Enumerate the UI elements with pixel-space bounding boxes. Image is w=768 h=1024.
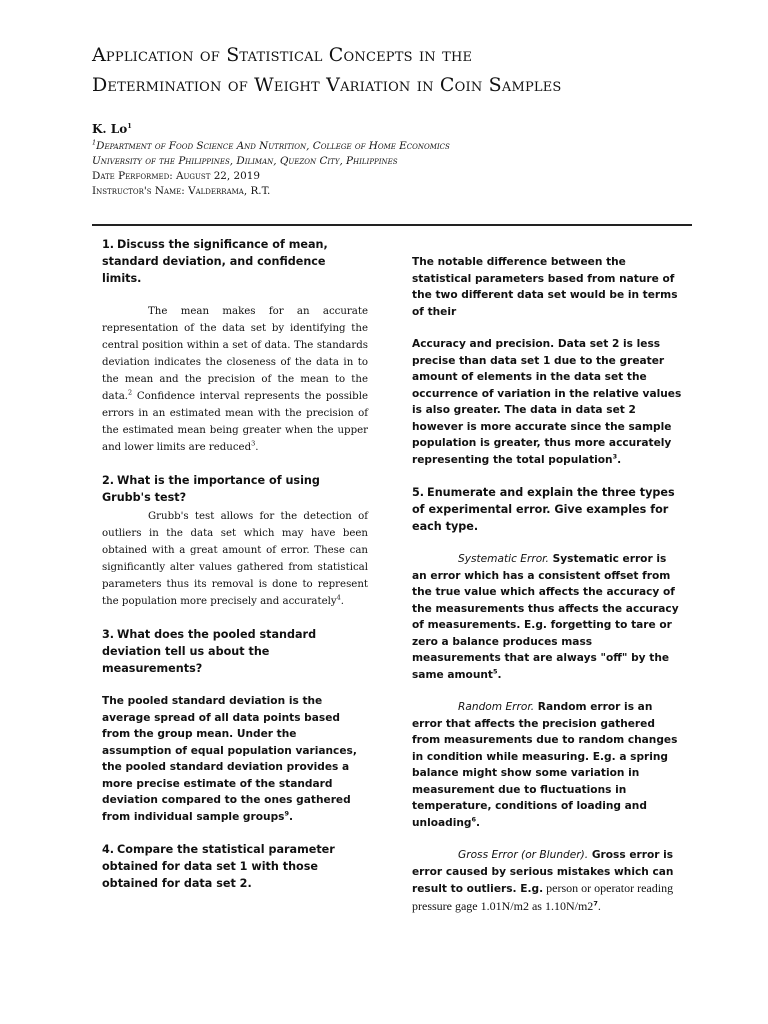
question-2: 2. What is the importance of using Grubb's test? [102,474,320,504]
answer-2: Grubb's test allows for the detection of outliers in the data set which may have been obtained with a great amount of error. These can significantly alter values gathered from statistical parameters thus its removal is done to represent the population more precisely and accurately$^4$. [102,511,368,607]
question-1: 1. Discuss the significance of mean, standard deviation, and confidence limits. [102,238,328,285]
systematic-error-label: Systematic Error. [458,553,549,565]
author-meta [92,139,450,199]
gross-error: Gross Error (or Blunder). Gross error is error caused by serious mistakes which can result to outliers. E.g. person or operator reading pressure gage 1.01N/m2 as $1.10N/m2^7$. [412,849,674,913]
answer-4-intro: The notable difference between the statistical parameters based from nature of the two different data set would be in terms of their [412,256,678,318]
left-column [102,236,368,908]
author: K. Lo$^1$ [92,122,132,136]
random-error-label: Random Error. [458,701,535,713]
answer-4-body: Accuracy and precision. Data set 2 is less precise than data set 1 due to the greater amount of elements in the data set the occurrence of variation in the relative values is also greater. The data in data set 2 however is more accurate since the sample population is greater, thus more accurately representing the total population$^3$. [412,338,682,466]
affiliation-1: $^1$Department of Food Science And Nutrition, College of Home Economics [92,138,450,152]
author-sup: 1 [127,122,132,130]
question-5: 5. Enumerate and explain the three types of experimental error. Give examples for each type. [412,486,675,533]
affiliation-2: University of the Philippines, Diliman, Quezon City, Philippines [92,155,398,167]
date-performed: Date Performed: August 22, 2019 [92,170,260,182]
gross-error-label: Gross Error (or Blunder). [458,849,589,861]
random-error: Random Error. Random error is an error that affects the precision gathered from measurements due to random changes in condition while measuring. E.g. a spring balance might show some variation in measurement due to fluctuations in temperature, conditions of loading and unloading$^6$. [412,701,678,829]
header-divider [92,224,692,226]
systematic-error: Systematic Error. Systematic error is an error which has a consistent offset from the true value which affects the accuracy of the measurements thus affects the accuracy of measurements. E.g. forgetting to tare or zero a balance produces mass measurements that are always "off" by the same amount$^5$. [412,553,679,681]
paper-title [92,40,712,100]
right-column [412,254,684,915]
question-4: 4. Compare the statistical parameter obtained for data set 1 with those obtained for data set 2. [102,843,335,890]
question-3: 3. What does the pooled standard deviation tell us about the measurements? [102,628,317,675]
title-line-2: Determination of Weight Variation in Coin Samples [92,74,562,96]
instructor-name: Instructor's Name: Valderrama, R.T. [92,185,271,197]
answer-3: The pooled standard deviation is the average spread of all data points based from the group mean. Under the assumption of equal population variances, the pooled standard deviation provides a more precise estimate of the standard deviation compared to the ones gathered from individual sample groups$^9$. [102,695,357,823]
answer-1: The mean makes for an accurate representation of the data set by identifying the central position within a set of data. The standards deviation indicates the closeness of the data in to the mean and the precision of the mean to the data.$^2$ Confidence interval represents the possible errors in an estimated mean with the precision of the estimated mean being greater when the upper and lower limits are reduced$^3$. [102,306,368,453]
title-line-1: Application of Statistical Concepts in the [92,44,473,66]
